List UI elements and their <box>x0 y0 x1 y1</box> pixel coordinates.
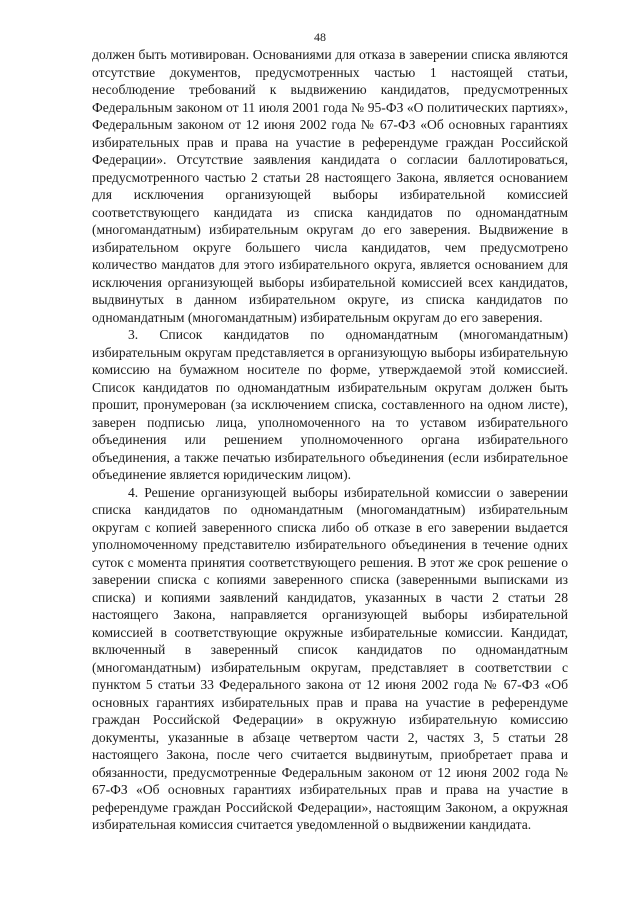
paragraph-item-3: 3. Список кандидатов по одномандатным (многомандатным) избирательным округам представляется в организующую выборы избирательную комиссию на бумажном носителе по форме, утверждаемой этой комиссией. Список кандидатов по одномандатным избирательным округам должен быть прошит, пронумерован (за исключением списка, составленного на одном листе), заверен подписью лица, уполномоченного на то уставом избирательного объединения или решением уполномоченного органа избирательного объединения, а также печатью избирательного объединения (если избирательное объединение является юридическим лицом). <box>92 327 568 482</box>
document-body <box>92 46 568 834</box>
paragraph-item-4: 4. Решение организующей выборы избирательной комиссии о заверении списка кандидатов по одномандатным (многомандатным) избирательным округам с копией заверенного списка либо об отказе в его заверении выдается уполномоченному представителю избирательного объединения в течение одних суток с момента принятия соответствующего решения. В этот же срок решение о заверении списка с копиями заверенного списка (заверенными выписками из списка) и копиями заявлений кандидатов, указанных в части 2 статьи 28 настоящего Закона, направляется организующей выборы избирательной комиссией в соответствующие окружные избирательные комиссии. Кандидат, включенный в заверенный список кандидатов по одномандатным (многомандатным) избирательным округам, представляет в соответствии с пунктом 5 статьи 33 Федерального закона от 12 июня 2002 года № 67-ФЗ «Об основных гарантиях избирательных прав и права на участие в референдуме граждан Российской Федерации» в окружную избирательную комиссию документы, указанные в абзаце четвертом части 2, частях 3, 5 статьи 28 настоящего Закона, после чего считается выдвинутым, приобретает права и обязанности, предусмотренные Федеральным законом от 12 июня 2002 года № 67-ФЗ «Об основных гарантиях избирательных прав и права на участие в референдуме граждан Российской Федерации», настоящим Законом, а окружная избирательная комиссия считается уведомленной о выдвижении кандидата. <box>92 484 568 832</box>
paragraph-continuation: должен быть мотивирован. Основаниями для отказа в заверении списка являются отсутствие документов, предусмотренных частью 1 настоящей статьи, несоблюдение требований к выдвижению кандидатов, предусмотренных Федеральным законом от 11 июля 2001 года № 95-ФЗ «О политических партиях», Федеральным законом от 12 июня 2002 года № 67-ФЗ «Об основных гарантиях избирательных прав и права на участие в референдуме граждан Российской Федерации». Отсутствие заявления кандидата о согласии баллотироваться, предусмотренного частью 2 статьи 28 настоящего Закона, является основанием для исключения организующей выборы избирательной комиссией соответствующего кандидата из списка кандидатов по одномандатным (многомандатным) избирательным округам до его заверения. Выдвижение в избирательном округе большего числа кандидатов, чем предусмотрено количество мандатов для этого избирательного округа, является основанием для исключения организующей выборы избирательной комиссией всех кандидатов, выдвинутых в данном избирательном округе, из списка кандидатов по одномандатным (многомандатным) избирательным округам до его заверения. <box>92 47 568 325</box>
page-number: 48 <box>314 30 326 44</box>
